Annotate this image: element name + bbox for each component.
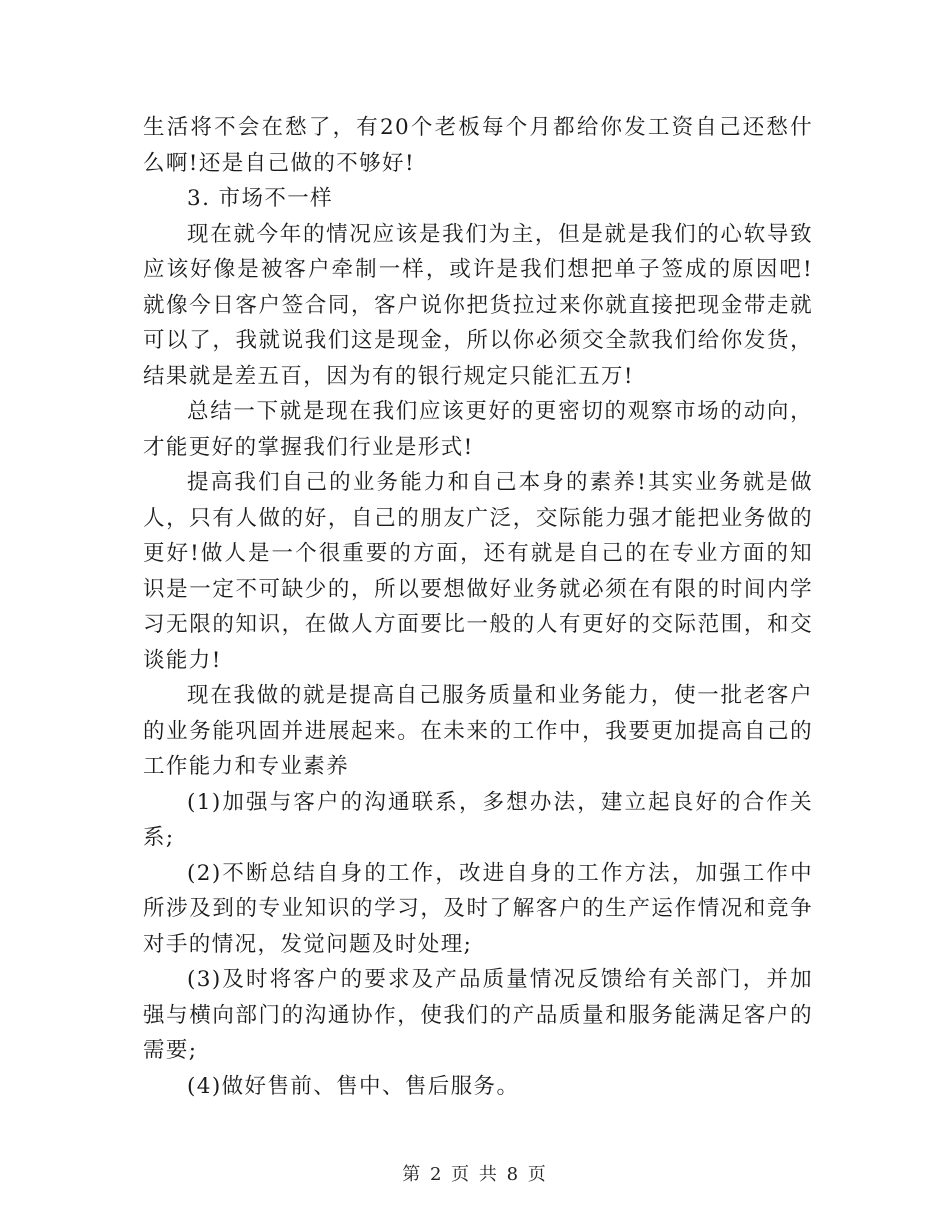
list-item-4: (4)做好售前、售中、售后服务。 [187, 1073, 520, 1099]
section-heading-market: 3. 市场不一样 [187, 186, 334, 211]
paragraph-continuation: 生活将不会在愁了，有20个老板每个月都给你发工资自己还愁什么啊!还是自己做的不够好! [143, 115, 813, 176]
page-number-footer: 第 2 页 共 8 页 [402, 1164, 548, 1185]
paragraph-improve-ability: 提高我们自己的业务能力和自己本身的素养!其实业务就是做人，只有人做的好，自己的朋友广泛，交际能力强才能把业务做的更好!做人是一个很重要的方面，还有就是自己的在专业方面的知识是一定不可缺少的，所以要想做好业务就必须在有限的时间内学习无限的知识，在做人方面要比一般的人有更好的交际范围，和交谈能力! [143, 470, 813, 673]
paragraph-current-work: 现在我做的就是提高自己服务质量和业务能力，使一批老客户的业务能巩固并进展起来。在未来的工作中，我要更加提高自己的工作能力和专业素养 [143, 683, 813, 779]
list-item-3: (3)及时将客户的要求及产品质量情况反馈给有关部门，并加强与横向部门的沟通协作，使我们的产品质量和服务能满足客户的需要; [143, 967, 813, 1063]
list-item-1: (1)加强与客户的沟通联系，多想办法，建立起良好的合作关系; [143, 789, 813, 850]
paragraph-market-situation: 现在就今年的情况应该是我们为主，但是就是我们的心软导致应该好像是被客户牵制一样，或许是我们想把单子签成的原因吧!就像今日客户签合同，客户说你把货拉过来你就直接把现金带走就可以了，我就说我们这是现金，所以你必须交全款我们给你发货，结果就是差五百，因为有的银行规定只能汇五万! [143, 221, 813, 389]
paragraph-summary: 总结一下就是现在我们应该更好的更密切的观察市场的动向，才能更好的掌握我们行业是形式! [143, 399, 813, 460]
list-item-2: (2)不断总结自身的工作，改进自身的工作方法，加强工作中所涉及到的专业知识的学习，及时了解客户的生产运作情况和竞争对手的情况，发觉问题及时处理; [143, 860, 813, 957]
document-body [143, 110, 813, 1104]
